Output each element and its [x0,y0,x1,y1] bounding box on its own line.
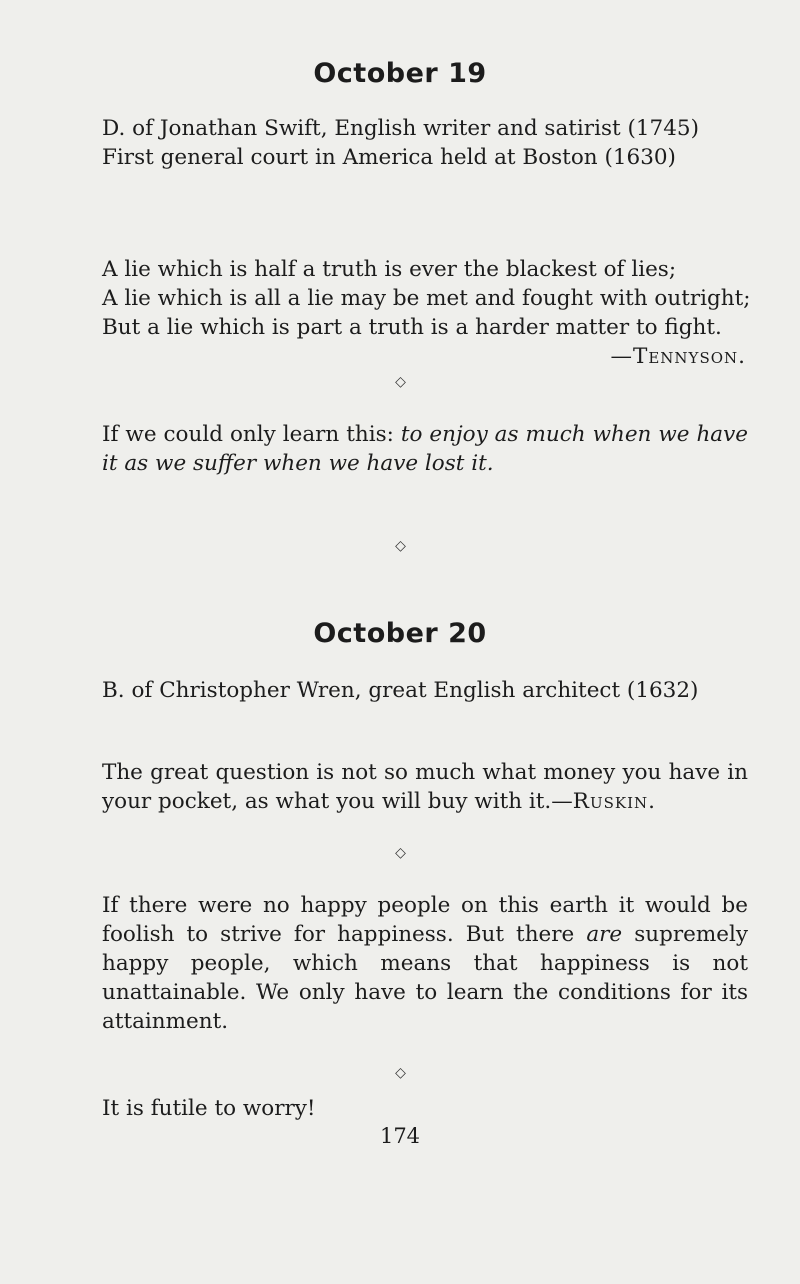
facts-october-20 [102,676,762,705]
happiness-part-2: supremely happy people, which means that happiness is not unattainable. We only have to learn the conditions for its attainment. [102,922,748,1034]
ruskin-quote [102,758,748,816]
page-number: 174 [379,1124,421,1148]
diamond-ornament-icon: ◇ [395,538,405,554]
ornament-divider [38,374,762,390]
date-heading-october-20: October 20 [313,618,487,649]
ruskin-text: The great question is not so much what money you have in your pocket, as what you will buy with it.— [102,760,748,814]
worry-quote: It is futile to worry! [102,1096,316,1121]
fact-general-court: First general court in America held at Boston (1630) [102,145,676,170]
learn-this-lead: If we could only learn this: [102,422,401,447]
ornament-divider [38,1065,762,1081]
ruskin-attribution: Ruskin. [572,789,656,814]
tennyson-quote [102,255,751,371]
happiness-part-1: If there were no happy people on this earth it would be foolish to strive for happiness. But there [102,893,748,947]
learn-this-emphasis: to enjoy as much when we have it as we suffer when we have lost it. [102,422,748,476]
tennyson-attribution: —Tennyson. [610,344,746,369]
fact-swift: D. of Jonathan Swift, English writer and satirist (1745) [102,116,699,141]
diamond-ornament-icon: ◇ [395,374,405,390]
poem-line: But a lie which is part a truth is a harder matter to fight. [102,315,722,340]
happiness-quote [102,891,748,1036]
fact-wren: B. of Christopher Wren, great English architect (1632) [102,678,699,703]
facts-october-19 [102,114,762,172]
ornament-divider [38,845,762,861]
happiness-emphasis: are [586,922,623,947]
learn-this-quote [102,420,748,478]
diamond-ornament-icon: ◇ [395,845,405,861]
poem-line: A lie which is half a truth is ever the blackest of lies; [102,257,677,282]
ornament-divider [38,538,762,554]
date-heading-october-19: October 19 [313,58,487,89]
poem-line: A lie which is all a lie may be met and fought with outright; [102,286,751,311]
diamond-ornament-icon: ◇ [395,1065,405,1081]
